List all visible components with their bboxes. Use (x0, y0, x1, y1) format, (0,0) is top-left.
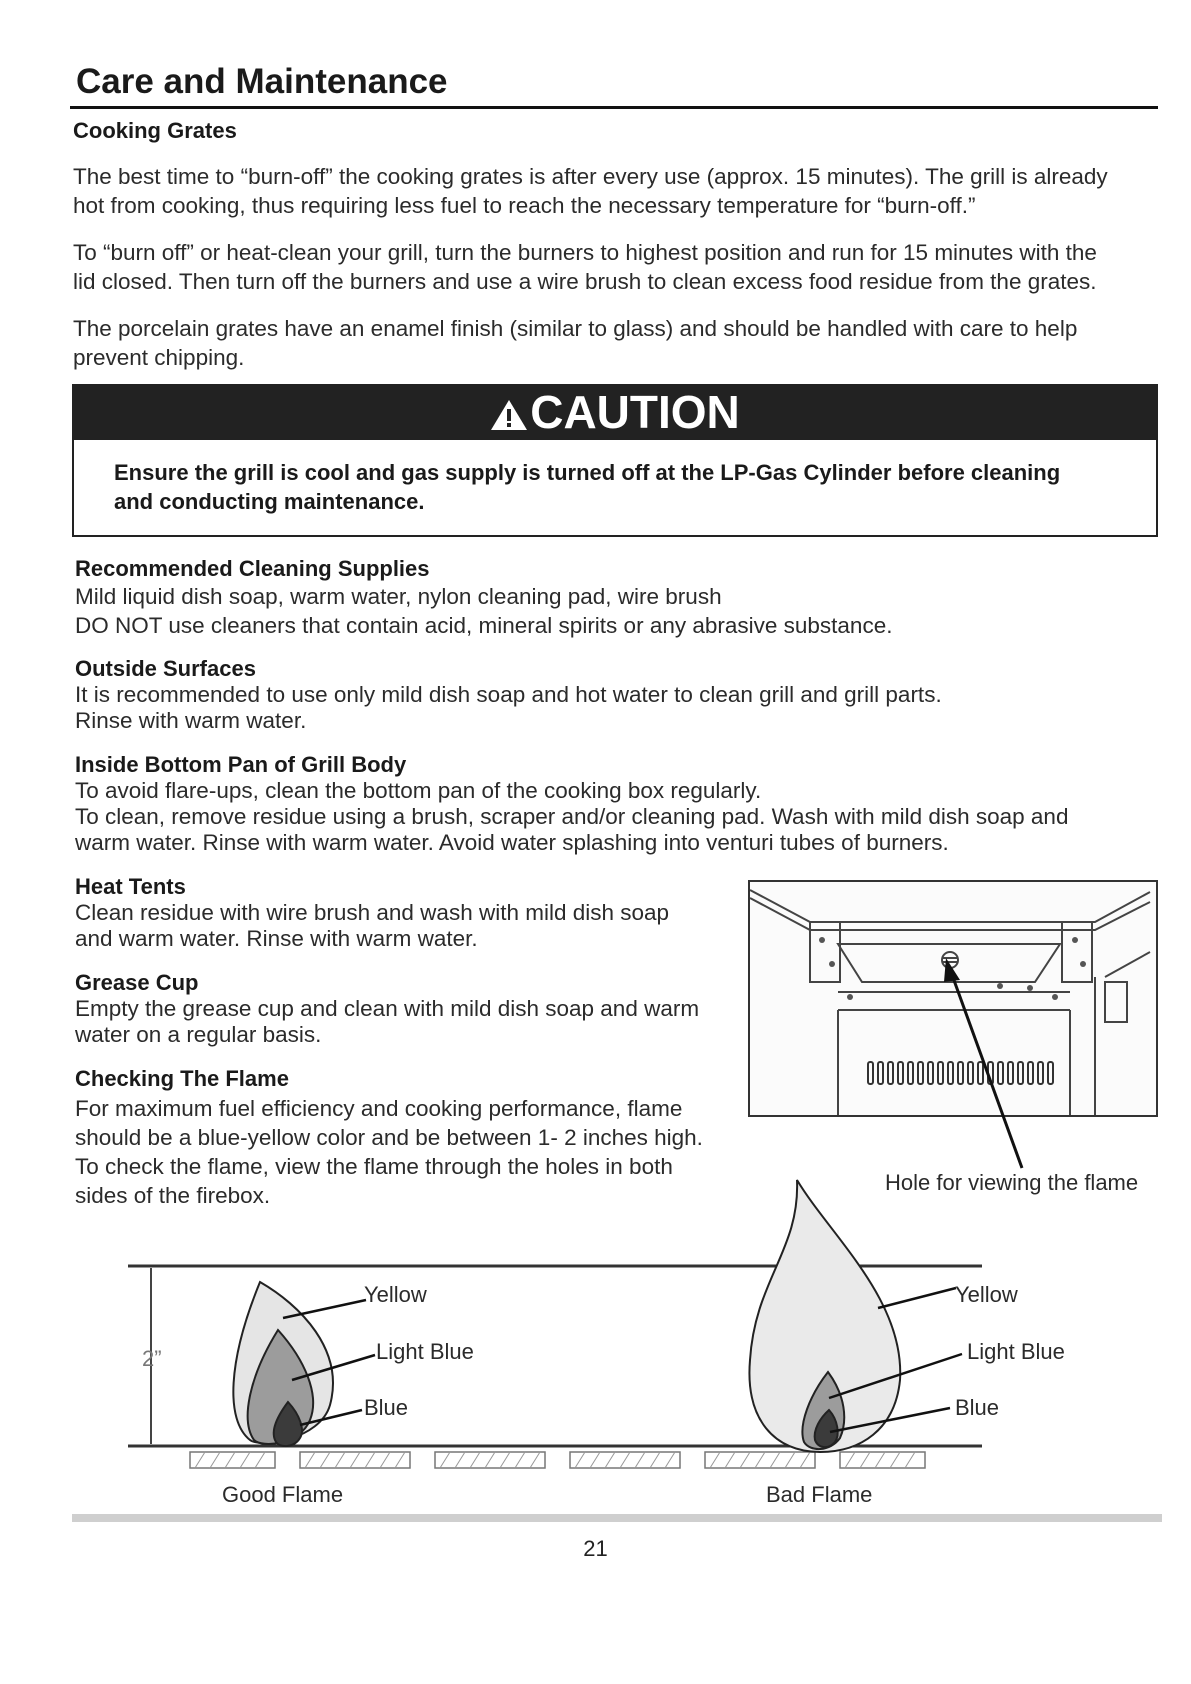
good-light-blue-label: Light Blue (376, 1339, 474, 1364)
burner-grate-blocks (190, 1452, 925, 1468)
cooking-grates-para1-line2: hot from cooking, thus requiring less fuel to reach the necessary temperature for “burn-off.” (73, 193, 976, 218)
bad-flame (749, 1180, 900, 1452)
bad-light-blue-label: Light Blue (967, 1339, 1065, 1364)
cooking-grates-heading: Cooking Grates (73, 118, 237, 143)
supplies-line2: DO NOT use cleaners that contain acid, mineral spirits or any abrasive substance. (75, 613, 893, 638)
good-yellow-label: Yellow (364, 1282, 427, 1307)
heat-tents-line1: Clean residue with wire brush and wash with mild dish soap (75, 900, 670, 925)
cooking-grates-para1-line1: The best time to “burn-off” the cooking grates is after every use (approx. 15 minutes). The grill is already (73, 164, 1108, 189)
heat-tents-heading: Heat Tents (75, 874, 186, 899)
supplies-heading: Recommended Cleaning Supplies (75, 556, 430, 581)
outside-surfaces-line1: It is recommended to use only mild dish soap and hot water to clean grill and grill parts. (75, 682, 942, 707)
bottom-pan-line1: To avoid flare-ups, clean the bottom pan of the cooking box regularly. (75, 778, 762, 803)
bottom-divider (72, 1514, 1162, 1522)
bad-blue-label: Blue (955, 1395, 1000, 1420)
heat-tents-line2: and warm water. Rinse with warm water. (75, 926, 478, 951)
flame-line3: To check the flame, view the flame through the holes in both (75, 1154, 673, 1179)
flame-heading: Checking The Flame (75, 1066, 289, 1091)
caution-text-line1: Ensure the grill is cool and gas supply is turned off at the LP-Gas Cylinder before cleaning (114, 460, 1061, 485)
good-blue-label: Blue (364, 1395, 409, 1420)
bad-flame-caption: Bad Flame (766, 1482, 873, 1507)
hole-pointer-arrow (944, 958, 1022, 1168)
grease-cup-line2: water on a regular basis. (75, 1022, 322, 1047)
hole-caption: Hole for viewing the flame (885, 1170, 1139, 1195)
flame-line2: should be a blue-yellow color and be between 1- 2 inches high. (75, 1125, 703, 1150)
cooking-grates-para3-line1: The porcelain grates have an enamel finish (similar to glass) and should be handled with care to help (73, 316, 1078, 341)
bottom-pan-line3: warm water. Rinse with warm water. Avoid water splashing into venturi tubes of burners. (75, 830, 949, 855)
caution-label: CAUTION (530, 386, 740, 438)
supplies-line1: Mild liquid dish soap, warm water, nylon cleaning pad, wire brush (75, 584, 722, 609)
cooking-grates-para3-line2: prevent chipping. (73, 345, 245, 370)
bad-yellow-label: Yellow (955, 1282, 1018, 1307)
cooking-grates-para2-line1: To “burn off” or heat-clean your grill, turn the burners to highest position and run for 15 minutes with the (73, 240, 1097, 265)
good-flame-caption: Good Flame (222, 1482, 344, 1507)
bottom-pan-heading: Inside Bottom Pan of Grill Body (75, 752, 407, 777)
height-label: 2” (142, 1346, 162, 1371)
outside-surfaces-line2: Rinse with warm water. (75, 708, 307, 733)
page-number: 21 (583, 1536, 608, 1561)
flame-line1: For maximum fuel efficiency and cooking performance, flame (75, 1096, 683, 1121)
cooking-grates-para2-line2: lid closed. Then turn off the burners and use a wire brush to clean excess food residue from the grates. (73, 269, 1097, 294)
outside-surfaces-heading: Outside Surfaces (75, 656, 256, 681)
bottom-pan-line2: To clean, remove residue using a brush, scraper and/or cleaning pad. Wash with mild dish soap and (75, 804, 1069, 829)
caution-text-line2: and conducting maintenance. (114, 489, 425, 514)
grease-cup-line1: Empty the grease cup and clean with mild dish soap and warm (75, 996, 700, 1021)
grease-cup-heading: Grease Cup (75, 970, 199, 995)
flame-line4: sides of the firebox. (75, 1183, 271, 1208)
page-title: Care and Maintenance (76, 62, 448, 101)
